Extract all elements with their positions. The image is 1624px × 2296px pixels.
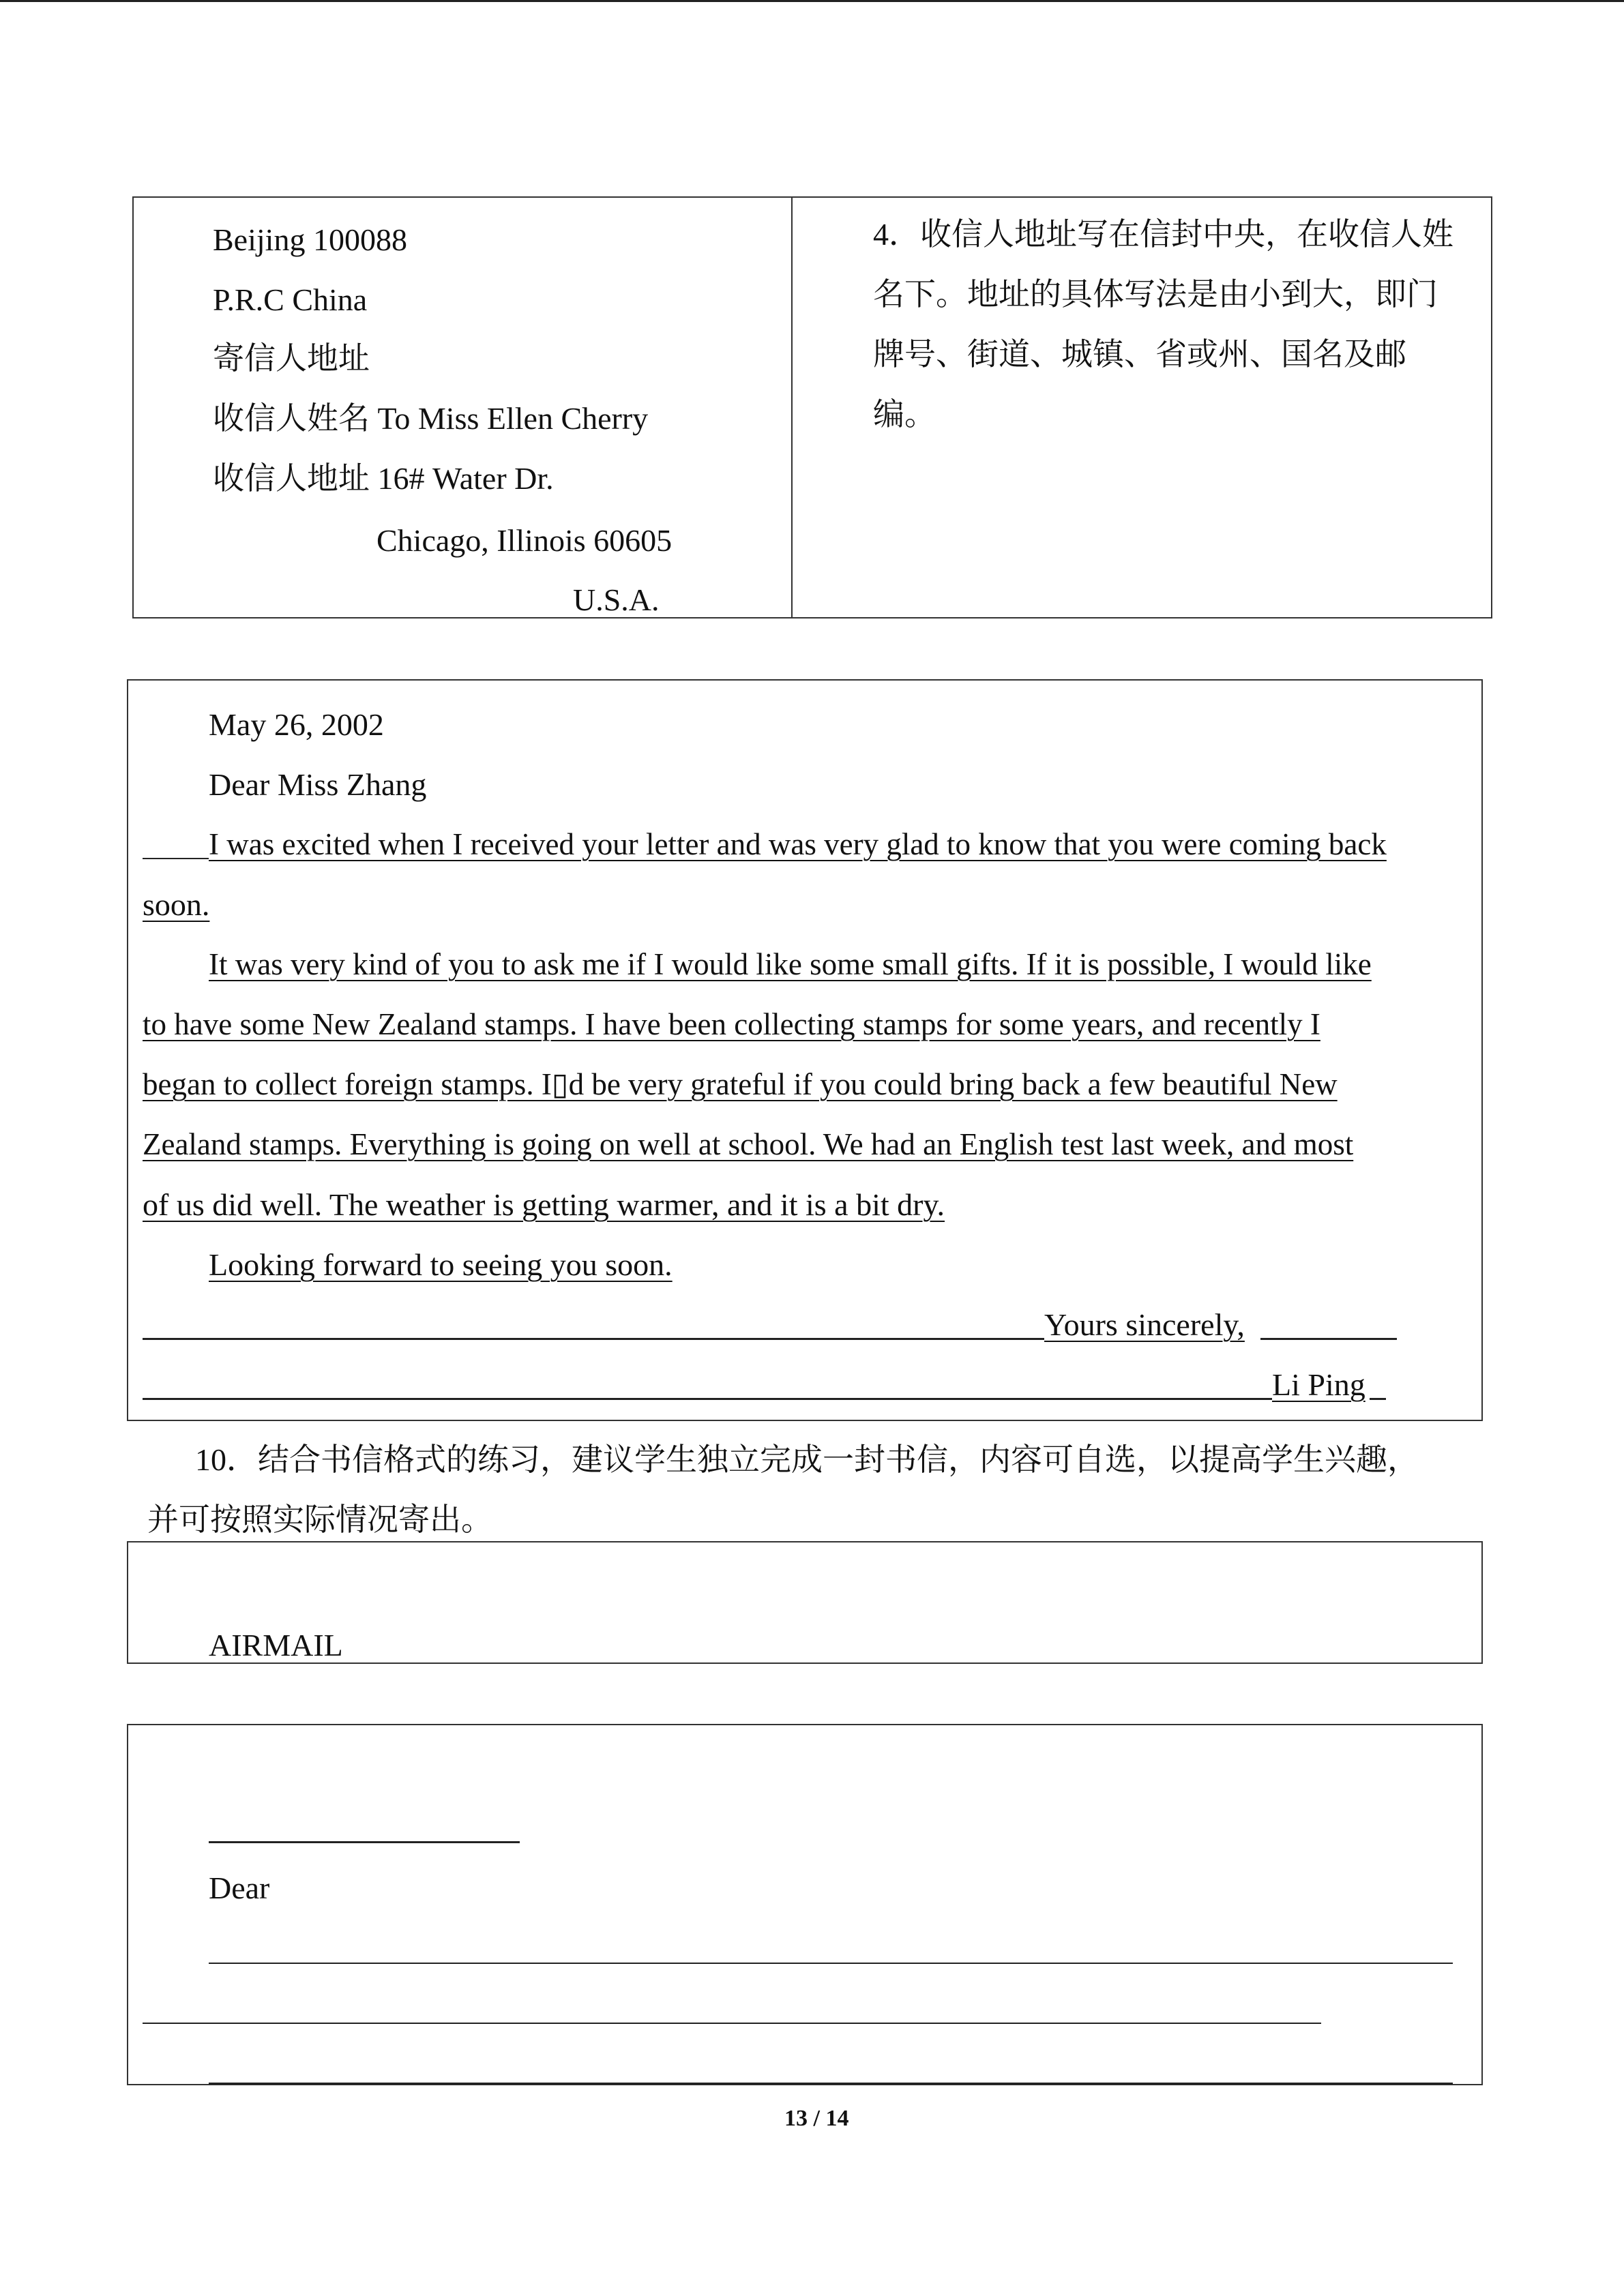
recipient-name-line: 收信人姓名 To Miss Ellen Cherry <box>213 401 649 436</box>
blank-letter-salutation: Dear <box>209 1870 270 1905</box>
blank-writing-line-3 <box>209 2083 1453 2085</box>
letter-salutation: Dear Miss Zhang <box>209 767 427 802</box>
signoff-leading-rule <box>143 1338 1044 1340</box>
recipient-address-line: 收信人地址 16# Water Dr. <box>213 461 554 496</box>
blank-writing-line-2 <box>143 2023 1321 2024</box>
signature-trailing-rule <box>1370 1398 1386 1400</box>
blank-writing-line-1 <box>209 1963 1453 1964</box>
envelope-table-divider <box>791 196 793 618</box>
signature-leading-rule <box>143 1398 1272 1400</box>
exercise-instruction-line2: 并可按照实际情况寄出。 <box>147 1502 492 1537</box>
letter-para2-line1: It was very kind of you to ask me if I would like some small gifts. If it is possible, I would like <box>209 947 1372 981</box>
envelope-note: 4．收信人地址写在信封中央，在收信人姓名下。地址的具体写法是由小到大，即门牌号、街道、城镇、省或州、国名及邮编。 <box>873 217 1453 432</box>
exercise-instruction-line1: 10．结合书信格式的练习，建议学生独立完成一封书信，内容可自选，以提高学生兴趣， <box>195 1442 1419 1477</box>
signoff-trailing-rule <box>1260 1338 1397 1340</box>
sender-country-line: P.R.C China <box>213 282 368 317</box>
letter-para2-line5: of us did well. The weather is getting warmer, and it is a bit dry. <box>143 1187 945 1222</box>
recipient-city-line: Chicago, Illinois 60605 <box>377 523 673 558</box>
letter-signature: Li Ping <box>1272 1367 1365 1402</box>
letter-closing-line: Looking forward to seeing you soon. <box>209 1247 673 1282</box>
recipient-country-line: U.S.A. <box>573 582 660 617</box>
letter-date: May 26, 2002 <box>209 707 384 742</box>
letter-para2-line3: began to collect foreign stamps. I▯d be very grateful if you could bring back a few beautiful New <box>143 1067 1338 1101</box>
blank-letter-box <box>127 1724 1483 2085</box>
page-top-border <box>0 0 1624 2</box>
sender-city-line: Beijing 100088 <box>213 222 407 257</box>
letter-sign-off: Yours sincerely, <box>1044 1307 1245 1342</box>
letter-para2-line2: to have some New Zealand stamps. I have been collecting stamps for some years, and recently I <box>143 1007 1320 1041</box>
airmail-label: AIRMAIL <box>209 1628 343 1663</box>
para1-indent-blank <box>143 858 209 859</box>
sender-address-label: 寄信人地址 <box>213 341 370 376</box>
letter-para2-line4: Zealand stamps. Everything is going on well at school. We had an English test last week, and most <box>143 1127 1354 1161</box>
letter-para1-line2: soon. <box>143 887 210 922</box>
blank-date-line <box>209 1841 520 1843</box>
letter-para1-line1: I was excited when I received your letter and was very glad to know that you were coming back <box>209 827 1387 861</box>
page-number: 13 / 14 <box>784 2106 849 2131</box>
